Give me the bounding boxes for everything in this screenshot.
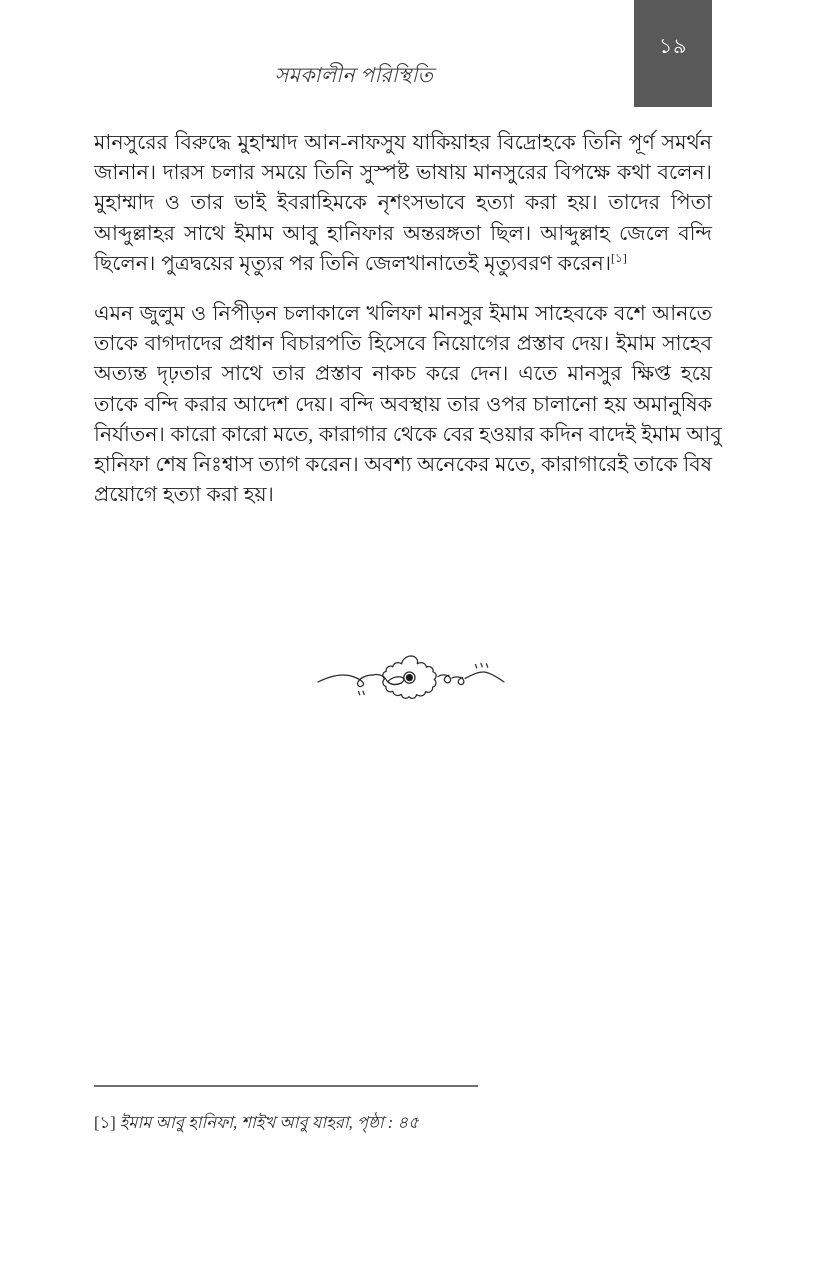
paragraph-2-line-3: অত্যন্ত দৃঢ়তার সাথে তার প্রস্তাব নাকচ করে দেন। এতে মানসুর ক্ষিপ্ত হয়ে bbox=[94, 363, 712, 386]
page-number-box bbox=[634, 0, 712, 107]
page-number: ১৯ bbox=[658, 34, 688, 58]
running-header-title: সমকালীন পরিস্থিতি bbox=[274, 65, 434, 87]
paragraph-2 bbox=[94, 299, 722, 510]
footnote-entry-1 bbox=[94, 1111, 712, 1134]
paragraph-2-line-6: হানিফা শেষ নিঃশ্বাস ত্যাগ করেন। অবশ্য অনেকের মতে, কারাগারেই তাকে বিষ bbox=[94, 454, 712, 477]
section-divider bbox=[0, 648, 822, 702]
paragraph-2-line-2: তাকে বাগদাদের প্রধান বিচারপতি হিসেবে নিয়োগের প্রস্তাব দেয়। ইমাম সাহেব bbox=[94, 333, 712, 356]
paragraph-1-line-5 bbox=[94, 249, 712, 279]
footnote-separator-rule bbox=[94, 1085, 478, 1087]
paragraph-1 bbox=[94, 128, 712, 279]
paragraph-1-line-1: মানসুরের বিরুদ্ধে মুহাম্মাদ আন-নাফসুয যাকিয়াহর বিদ্রোহকে তিনি পূর্ণ সমর্থন bbox=[94, 132, 712, 154]
paragraph-1-line-2: জানান। দারস চলার সময়ে তিনি সুস্পষ্ট ভাষায় মানসুরের বিপক্ষে কথা বলেন। bbox=[94, 162, 712, 185]
paragraph-2-line-1: এমন জুলুম ও নিপীড়ন চলাকালে খলিফা মানসুর ইমাম সাহেবকে বশে আনতে bbox=[94, 303, 712, 326]
paragraph-1-line-3: মুহাম্মাদ ও তার ভাই ইবরাহিমকে নৃশংসভাবে হত্যা করা হয়। তাদের পিতা bbox=[94, 192, 712, 215]
body-text-column bbox=[94, 128, 722, 510]
paragraph-2-line-7: প্রয়োগে হত্যা করা হয়। bbox=[94, 484, 274, 507]
footnote-marker: [১] bbox=[94, 1113, 116, 1132]
paragraph-1-line-4: আব্দুল্লাহর সাথে ইমাম আবু হানিফার অন্তরঙ্গতা ছিল। আব্দুল্লাহ জেলে বন্দি bbox=[94, 222, 712, 245]
footnote-citation-text: ইমাম আবু হানিফা, শাইখ আবু যাহরা, পৃষ্ঠা : ৪৫ bbox=[119, 1113, 419, 1132]
paragraph-2-line-5: নির্যাতন। কারো কারো মতে, কারাগার থেকে বের হওয়ার কদিন বাদেই ইমাম আবু bbox=[94, 423, 722, 446]
floral-flourish-divider-icon bbox=[316, 648, 506, 702]
footnote-reference-1[interactable]: [১] bbox=[611, 250, 627, 265]
paragraph-2-line-4: তাকে বন্দি করার আদেশ দেয়। বন্দি অবস্থায় তার ওপর চালানো হয় অমানুষিক bbox=[94, 393, 712, 416]
paragraph-1-line-5-text: ছিলেন। পুত্রদ্বয়ের মৃত্যুর পর তিনি জেলখানাতেই মৃত্যুবরণ করেন। bbox=[94, 252, 612, 275]
footnote-area bbox=[94, 1085, 712, 1134]
